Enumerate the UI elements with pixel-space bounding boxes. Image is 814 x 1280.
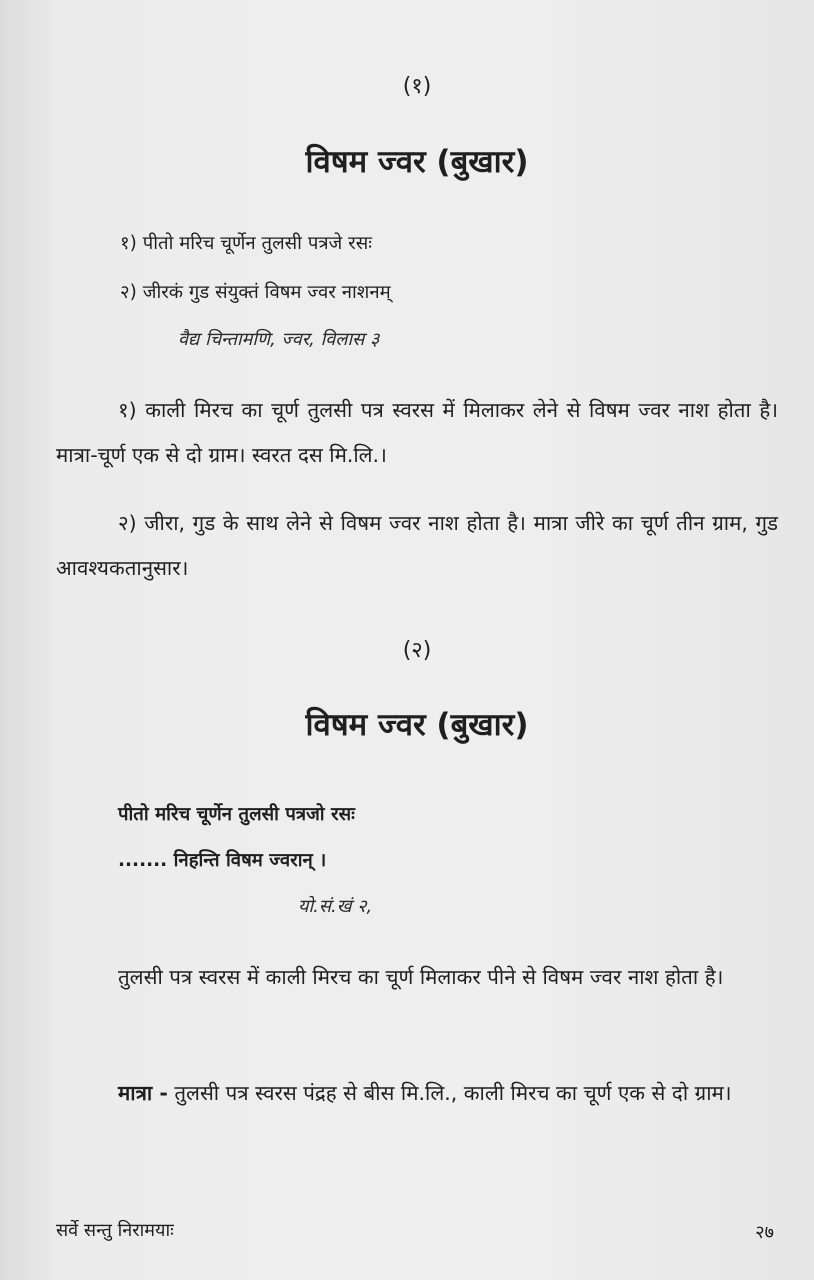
section-1-reference: वैद्य चिन्तामणि, ज्वर, विलास ३: [178, 329, 380, 350]
section-2-number: (२): [402, 638, 432, 663]
section-2-verse-line-1: पीतो मरिच चूर्णेन तुलसी पत्रजो रसः: [118, 804, 355, 825]
section-1-paragraph-1: १) काली मिरच का चूर्ण तुलसी पत्र स्वरस में मिलाकर लेने से विषम ज्वर नाश होता है। मात्रा-चूर्ण एक से दो ग्राम। स्वरत दस मि.लि.।: [56, 398, 778, 467]
section-2-paragraph-2: [56, 1071, 778, 1116]
dosage-text: तुलसी पत्र स्वरस पंद्रह से बीस मि.लि., काली मिरच का चूर्ण एक से दो ग्राम।: [167, 1081, 732, 1105]
section-2-title: विषम ज्वर (बुखार): [305, 707, 529, 743]
section-1-verse-line-2: २) जीरकं गुड संयुक्तं विषम ज्वर नाशनम्: [120, 282, 391, 303]
section-2-reference: यो.सं.खं २,: [298, 896, 373, 917]
section-1-number: (१): [402, 74, 432, 99]
section-1-title: विषम ज्वर (बुखार): [305, 144, 529, 180]
section-2-verse-line-2: ....... निहन्ति विषम ज्वरान् ।: [118, 850, 327, 871]
section-2-paragraph-1: तुलसी पत्र स्वरस में काली मिरच का चूर्ण मिलाकर पीने से विषम ज्वर नाश होता है।: [118, 965, 724, 989]
dosage-label: मात्रा -: [118, 1081, 168, 1105]
page-number: २७: [755, 1222, 774, 1243]
section-1-verse-line-1: १) पीतो मरिच चूर्णेन तुलसी पत्रजे रसः: [120, 233, 372, 254]
footer-motto: सर्वे सन्तु निरामयाः: [56, 1220, 174, 1241]
section-1-paragraph-2: २) जीरा, गुड के साथ लेने से विषम ज्वर नाश होता है। मात्रा जीरे का चूर्ण तीन ग्राम, गुड आवश्यकतानुसार।: [56, 511, 778, 580]
